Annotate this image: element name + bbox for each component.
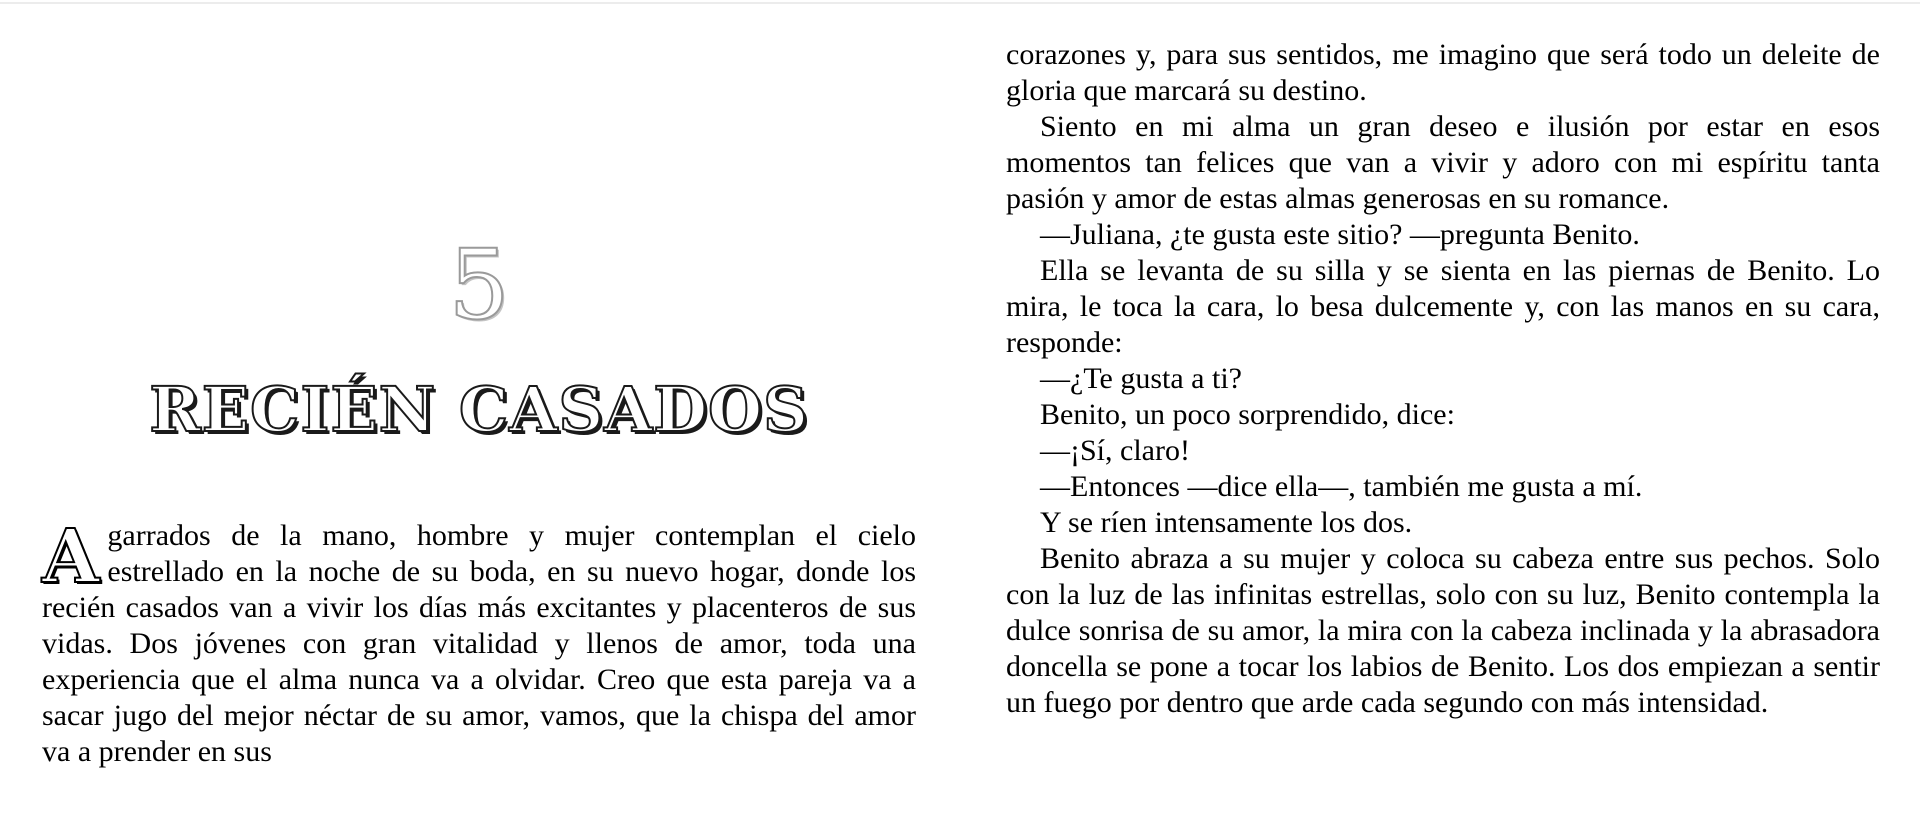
paragraph: corazones y, para sus sentidos, me imagino que será todo un deleite de gloria que marcará su destino.: [1006, 38, 1880, 107]
chapter-number: 5: [448, 229, 510, 341]
dialogue-line: —¡Sí, claro!: [1040, 434, 1190, 467]
opening-paragraph: [42, 514, 916, 770]
paragraph: Benito, un poco sorprendido, dice:: [1040, 398, 1455, 431]
left-page: [42, 0, 916, 820]
drop-cap: A: [42, 514, 100, 600]
chapter-title: RECIÉN CASADOS: [149, 373, 809, 446]
right-page: [1006, 0, 1880, 820]
dialogue-line: —¿Te gusta a ti?: [1040, 362, 1242, 395]
paragraph: Siento en mi alma un gran deseo e ilusión por estar en esos momentos tan felices que van a vivir y adoro con mi espíritu tanta pasión y amor de estas almas generosas en su romance.: [1006, 110, 1880, 215]
dialogue-line: —Entonces —dice ella—, también me gusta a mí.: [1040, 470, 1643, 503]
paragraph: Ella se levanta de su silla y se sienta en las piernas de Benito. Lo mira, le toca la cara, lo besa dulcemente y, con las manos en su cara, responde:: [1006, 254, 1880, 359]
right-page-text: [1006, 37, 1880, 721]
paragraph: Benito abraza a su mujer y coloca su cabeza entre sus pechos. Solo con la luz de las infinitas estrellas, solo con su luz, Benito contempla la dulce sonrisa de su amor, la mira con la cabeza inclinada y la abrasadora doncella se pone a tocar los labios de Benito. Los dos empiezan a sentir un fuego por dentro que arde cada segundo con más intensidad.: [1006, 542, 1880, 719]
opening-paragraph-text: garrados de la mano, hombre y mujer contemplan el cielo estrellado en la noche de su boda, en su nuevo hogar, donde los recién casados van a vivir los días más excitantes y placenteros de sus vidas. Dos jóvenes con gran vitalidad y llenos de amor, toda una experiencia que el alma nunca va a olvidar. Creo que esta pareja va a sacar jugo del mejor néctar de su amor, vamos, que la chispa del amor va a prender en sus: [42, 519, 916, 768]
dialogue-line: —Juliana, ¿te gusta este sitio? —pregunta Benito.: [1040, 218, 1640, 251]
paragraph: Y se ríen intensamente los dos.: [1040, 506, 1413, 539]
